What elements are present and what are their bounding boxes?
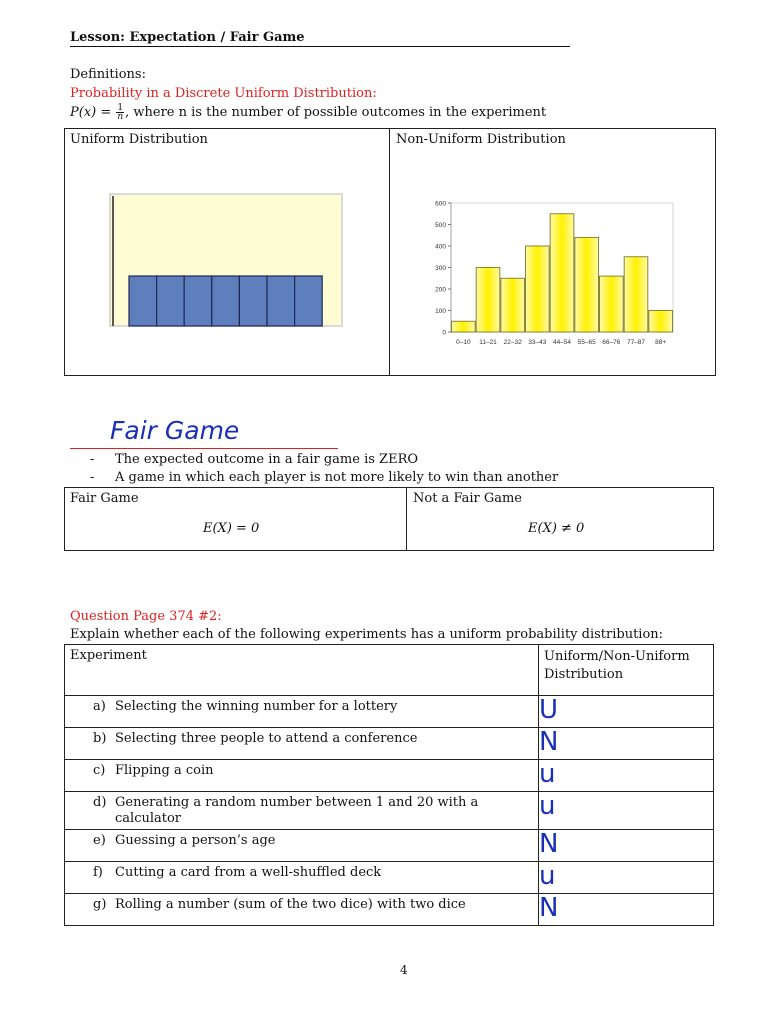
x-tick-label: 33–43 [528, 339, 547, 346]
table-row [65, 792, 714, 830]
uniform-bar [212, 276, 240, 326]
row-letter: c) [93, 763, 106, 778]
probability-formula [70, 104, 546, 121]
uniform-chart-bars [129, 276, 322, 326]
row-letter: b) [93, 731, 107, 746]
row-letter: a) [93, 699, 106, 714]
answer-cell: N [539, 728, 714, 760]
y-tick-label: 600 [435, 200, 446, 208]
experiment-cell [65, 696, 539, 728]
x-tick-label: 44–54 [552, 339, 572, 346]
non-uniform-distribution-label: Non-Uniform Distribution [396, 132, 566, 147]
non-uniform-bar [550, 214, 574, 332]
answer-cell: U [539, 696, 714, 728]
formula-denominator: n [117, 112, 124, 122]
x-tick-label: 0–10 [456, 339, 471, 346]
distribution-table [64, 128, 716, 376]
question-prompt: Explain whether each of the following experiments has a uniform probability distribution: [70, 627, 664, 642]
answer-cell: u [539, 792, 714, 830]
answer-cell: N [539, 894, 714, 926]
table-header-row [65, 645, 714, 696]
definitions-label: Definitions: [70, 67, 146, 82]
y-tick-label: 300 [435, 265, 446, 272]
row-letter: g) [93, 897, 107, 912]
non-uniform-chart [429, 197, 679, 351]
non-uniform-chart-bars [452, 214, 673, 332]
bullet-item [70, 451, 710, 469]
non-uniform-bar [649, 311, 673, 333]
table-divider [389, 129, 390, 375]
formula-numerator: 1 [117, 103, 124, 113]
experiment-cell [65, 894, 539, 926]
row-text: Rolling a number (sum of the two dice) with two dice [115, 897, 466, 912]
bullet-item [70, 469, 710, 487]
distribution-column-header: Uniform/Non-Uniform Distribution [539, 645, 714, 696]
uniform-heading: Probability in a Discrete Uniform Distribution: [70, 86, 377, 101]
x-tick-label: 22–32 [503, 339, 522, 346]
page-number: 4 [400, 963, 408, 977]
table-divider [406, 488, 407, 550]
fair-game-formula: E(X) = 0 [203, 521, 260, 536]
answer-cell: u [539, 862, 714, 894]
x-tick-label: 55–65 [577, 339, 596, 346]
fair-game-table [64, 487, 714, 551]
uniform-bar [239, 276, 267, 326]
non-uniform-bar [600, 276, 624, 332]
answer-cell: u [539, 760, 714, 792]
lesson-title [70, 30, 570, 47]
uniform-bar [157, 276, 185, 326]
non-uniform-bar [575, 237, 599, 332]
row-letter: e) [93, 833, 106, 848]
row-text: Flipping a coin [115, 763, 214, 778]
table-row [65, 862, 714, 894]
experiment-cell [65, 728, 539, 760]
x-tick-label: 88+ [655, 339, 667, 346]
table-row [65, 894, 714, 926]
fair-game-handwritten-title: Fair Game [110, 416, 240, 445]
fair-game-label: Fair Game [70, 491, 139, 506]
answer-cell: N [539, 830, 714, 862]
experiment-cell [65, 862, 539, 894]
table-row [65, 760, 714, 792]
uniform-bar [295, 276, 323, 326]
uniform-bar [184, 276, 212, 326]
y-tick-label: 400 [435, 243, 446, 251]
y-tick-label: 100 [435, 308, 446, 315]
table-row [65, 728, 714, 760]
row-text: Guessing a person’s age [115, 833, 276, 848]
formula-fraction [116, 104, 124, 121]
x-tick-label: 11–21 [479, 339, 497, 346]
non-uniform-bar [526, 246, 550, 332]
y-tick-label: 0 [442, 329, 446, 337]
table-row [65, 830, 714, 862]
experiment-column-header: Experiment [65, 645, 539, 696]
lesson-title-text: Lesson: Expectation / Fair Game [70, 30, 305, 45]
row-text: Cutting a card from a well-shuffled deck [115, 865, 382, 880]
x-tick-label: 77–87 [626, 339, 646, 346]
experiments-table [64, 644, 714, 926]
x-tick-label: 66–76 [602, 339, 621, 346]
y-tick-label: 200 [435, 286, 446, 294]
fair-game-bullets [70, 451, 710, 487]
non-uniform-bar [501, 278, 525, 332]
bullet-dash: - [90, 452, 95, 467]
uniform-distribution-label: Uniform Distribution [70, 132, 208, 147]
formula-lhs: P(x) = [70, 105, 116, 120]
row-text: Generating a random number between 1 and 20 with a calculator [115, 795, 479, 826]
bullet-text: The expected outcome in a fair game is ZERO [115, 452, 419, 467]
experiment-cell [65, 760, 539, 792]
bullet-dash: - [90, 470, 95, 485]
row-text: Selecting three people to attend a conference [115, 731, 418, 746]
experiment-cell [65, 830, 539, 862]
row-text: Selecting the winning number for a lottery [115, 699, 398, 714]
experiment-cell [65, 792, 539, 830]
uniform-bar [267, 276, 295, 326]
formula-rest: , where n is the number of possible outcomes in the experiment [125, 105, 547, 120]
uniform-bar [129, 276, 157, 326]
y-tick-label: 500 [435, 222, 446, 229]
row-letter: d) [93, 795, 107, 810]
fair-game-title-line [70, 414, 338, 449]
not-fair-game-label: Not a Fair Game [413, 491, 522, 506]
table-row [65, 696, 714, 728]
not-fair-game-formula: E(X) ≠ 0 [528, 521, 585, 536]
question-heading: Question Page 374 #2: [70, 609, 222, 624]
bullet-text: A game in which each player is not more likely to win than another [115, 470, 559, 485]
non-uniform-bar [452, 321, 476, 332]
non-uniform-bar [624, 257, 648, 332]
non-uniform-bar [476, 268, 500, 333]
uniform-chart [109, 193, 345, 333]
row-letter: f) [93, 865, 103, 880]
